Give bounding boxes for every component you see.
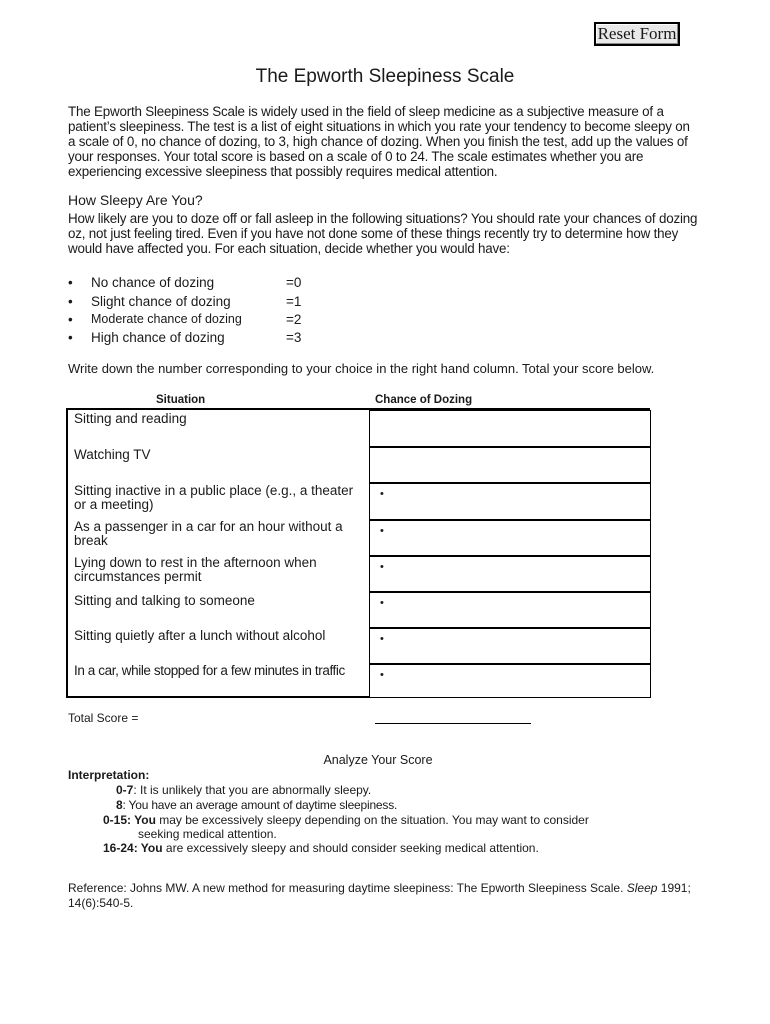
field-marker: •	[380, 633, 384, 645]
score-input-field[interactable]	[369, 520, 651, 556]
score-input-field[interactable]	[369, 483, 651, 520]
bullet: •	[68, 275, 73, 290]
field-marker: •	[380, 561, 384, 573]
interpretation-text: are excessively sleepy and should consider seeking medical attention.	[162, 841, 539, 855]
interpretation-item	[103, 813, 603, 841]
interpretation-heading: Interpretation:	[68, 768, 150, 782]
score-input-field[interactable]	[369, 556, 651, 592]
scale-value: =3	[286, 330, 302, 345]
score-input-field[interactable]	[369, 592, 651, 628]
bullet: •	[68, 294, 73, 309]
total-score-field[interactable]	[375, 723, 531, 724]
field-marker: •	[380, 525, 384, 537]
situation-label: Watching TV	[74, 447, 151, 462]
situation-label: Lying down to rest in the afternoon when circumstances permit	[74, 555, 317, 584]
field-marker: •	[380, 597, 384, 609]
score-input-field[interactable]	[369, 447, 651, 483]
interpretation-item	[116, 798, 676, 812]
scale-value: =0	[286, 275, 302, 290]
field-marker: •	[380, 669, 384, 681]
field-marker: •	[380, 488, 384, 500]
situations-table	[66, 408, 650, 698]
interpretation-text: may be excessively sleepy depending on the situation. You may want to consider seeking medical attention.	[138, 813, 589, 841]
column-header-chance: Chance of Dozing	[375, 394, 473, 406]
analyze-heading: Analyze Your Score	[323, 753, 433, 767]
reference-citation	[68, 881, 708, 911]
interpretation-range: 0-15: You	[103, 813, 156, 827]
situation-label: As a passenger in a car for an hour without a break	[74, 519, 343, 548]
scale-label: High chance of dozing	[91, 330, 225, 345]
scale-label: Moderate chance of dozing	[91, 312, 242, 326]
reference-prefix: Reference: Johns MW. A new method for measuring daytime sleepiness: The Epworth Sleepiness Scale.	[68, 881, 627, 895]
score-input-field[interactable]	[369, 664, 651, 698]
score-input-field[interactable]	[369, 628, 651, 664]
column-header-situation: Situation	[156, 394, 206, 406]
interpretation-item	[116, 783, 676, 797]
intro-paragraph: The Epworth Sleepiness Scale is widely used in the field of sleep medicine as a subjective measure of a patient’s sleepiness. The test is a list of eight situations in which you rate your tendency to become sleepy on a scale of 0, no chance of dozing, to 3, high chance of dozing. When you finish the test, add up the values of your responses. Your total score is based on a scale of 0 to 24. The scale estimates whether you are experiencing excessive sleepiness that possibly requires medical attention.	[68, 104, 690, 179]
interpretation-range: 16-24: You	[103, 841, 163, 855]
situation-label: Sitting and reading	[74, 411, 187, 426]
page-title: The Epworth Sleepiness Scale	[255, 66, 515, 87]
situation-label: Sitting quietly after a lunch without alcohol	[74, 628, 326, 643]
scale-label: Slight chance of dozing	[91, 294, 231, 309]
bullet: •	[68, 330, 73, 345]
reference-journal: Sleep	[626, 881, 658, 895]
section-heading: How Sleepy Are You?	[68, 192, 203, 208]
scale-item	[68, 294, 368, 312]
situation-label: Sitting inactive in a public place (e.g., a theater or a meeting)	[74, 483, 354, 512]
interpretation-item	[103, 841, 663, 855]
interpretation-range: 0-7	[116, 783, 134, 797]
reset-form-button[interactable]: Reset Form	[594, 22, 680, 46]
reference-suffix: 1991; 14(6):540-5.	[68, 881, 691, 910]
situation-label: Sitting and talking to someone	[74, 593, 255, 608]
interpretation-text: : You have an average amount of daytime sleepiness.	[122, 798, 398, 812]
interpretation-text: : It is unlikely that you are abnormally sleepy.	[133, 783, 372, 797]
situation-label: In a car, while stopped for a few minutes in traffic	[74, 663, 345, 678]
scale-item	[68, 312, 368, 330]
scale-item	[68, 275, 368, 293]
scale-item	[68, 330, 368, 348]
score-instruction: Write down the number corresponding to your choice in the right hand column. Total your score below.	[68, 361, 655, 376]
interpretation-range: 8	[116, 798, 123, 812]
scale-value: =1	[286, 294, 302, 309]
instructions-paragraph: How likely are you to doze off or fall asleep in the following situations? You should rate your chances of dozing oz, not just feeling tired. Even if you have not done some of these things recently try to determine how they would have affected you. For each situation, decide whether you would have:	[68, 211, 698, 256]
total-score-label: Total Score =	[68, 711, 139, 725]
bullet: •	[68, 312, 73, 327]
score-input-field[interactable]	[369, 410, 651, 447]
scale-value: =2	[286, 312, 302, 327]
scale-label: No chance of dozing	[91, 275, 215, 290]
